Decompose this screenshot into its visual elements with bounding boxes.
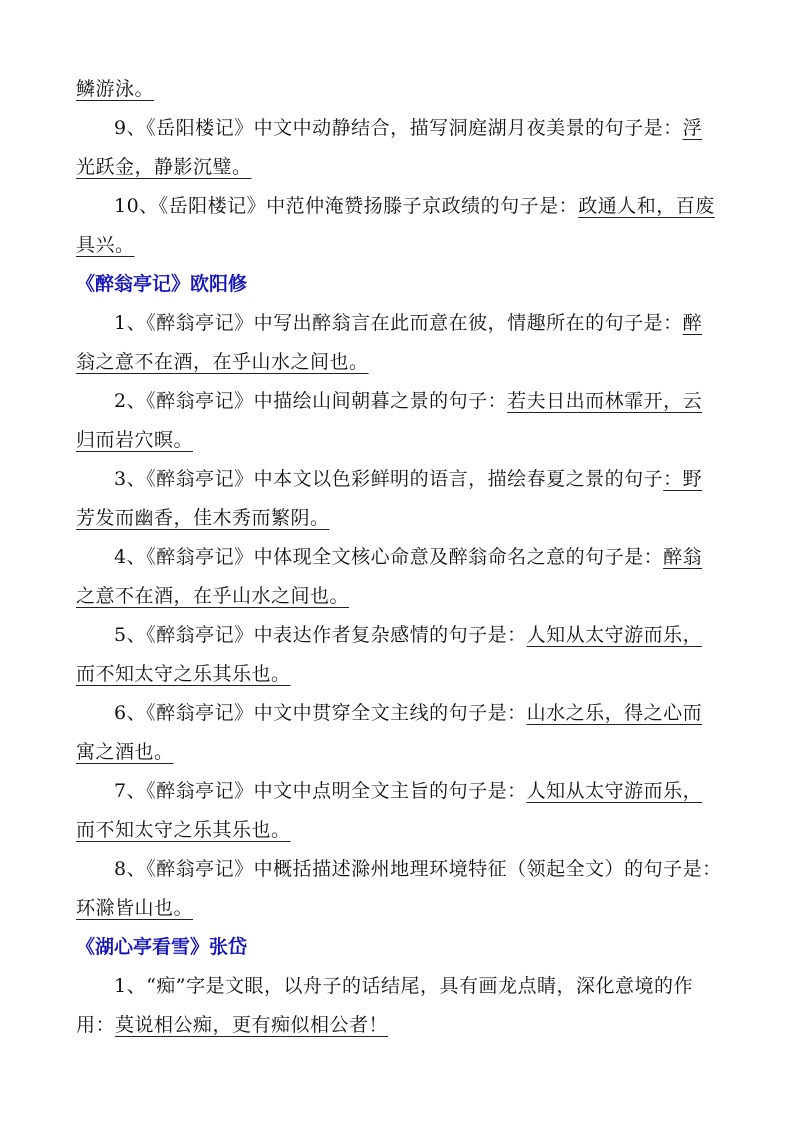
question-item bbox=[76, 187, 717, 265]
answer-text: ：野 bbox=[663, 468, 703, 490]
question-item bbox=[76, 772, 717, 850]
question-text: 2、《醉翁亭记》中描绘山间朝暮之景的句子： bbox=[114, 390, 508, 412]
answer-text: 鳞游泳。 bbox=[76, 78, 155, 100]
answer-text: 环滁皆山也。 bbox=[76, 897, 194, 919]
answer-text: 人知从太守游而乐， bbox=[526, 780, 703, 802]
question-item bbox=[76, 967, 717, 1045]
answer-line bbox=[76, 499, 717, 538]
answer-text: 醉 bbox=[682, 312, 703, 334]
answer-line bbox=[76, 421, 717, 460]
answer-line bbox=[76, 811, 717, 850]
question-line bbox=[76, 382, 717, 421]
question-text: 1、“痴”字是文眼，以舟子的话结尾，具有画龙点睛，深化意境的作 bbox=[114, 975, 694, 997]
question-item bbox=[76, 460, 717, 538]
question-text: 7、《醉翁亭记》中文中点明全文主旨的句子是： bbox=[114, 780, 527, 802]
question-text: 5、《醉翁亭记》中表达作者复杂感情的句子是： bbox=[114, 624, 527, 646]
question-line bbox=[76, 538, 717, 577]
question-line bbox=[76, 304, 717, 343]
answer-line bbox=[76, 1006, 717, 1045]
section-heading: 《湖心亭看雪》张岱 bbox=[76, 936, 248, 958]
question-item bbox=[76, 304, 717, 382]
section-heading: 《醉翁亭记》欧阳修 bbox=[76, 273, 248, 295]
question-line bbox=[76, 460, 717, 499]
answer-line bbox=[76, 148, 717, 187]
question-item bbox=[76, 616, 717, 694]
answer-line bbox=[76, 577, 717, 616]
question-item bbox=[76, 694, 717, 772]
question-line bbox=[76, 616, 717, 655]
answer-text: 醉翁 bbox=[663, 546, 703, 568]
question-text: 用： bbox=[76, 1014, 116, 1036]
question-item bbox=[76, 109, 717, 187]
question-text: 1、《醉翁亭记》中写出醉翁言在此而意在彼，情趣所在的句子是： bbox=[114, 312, 683, 334]
answer-text: 翁之意不在酒，在乎山水之间也。 bbox=[76, 351, 369, 373]
answer-text: 寓之酒也。 bbox=[76, 741, 174, 763]
answer-text: 归而岩穴暝。 bbox=[76, 429, 194, 451]
answer-text: 若夫日出而林霏开，云 bbox=[507, 390, 703, 412]
answer-text: 政通人和，百废 bbox=[578, 195, 715, 217]
answer-text: 之意不在酒，在乎山水之间也。 bbox=[76, 585, 350, 607]
answer-text: 人知从太守游而乐， bbox=[526, 624, 703, 646]
question-item bbox=[76, 382, 717, 460]
question-line bbox=[76, 772, 717, 811]
answer-line bbox=[76, 889, 717, 928]
question-line bbox=[76, 187, 717, 226]
answer-line bbox=[76, 226, 717, 265]
answer-line bbox=[76, 655, 717, 694]
answer-text: 具兴。 bbox=[76, 234, 135, 256]
question-item bbox=[76, 538, 717, 616]
answer-line bbox=[76, 343, 717, 382]
question-text: 9、《岳阳楼记》中文中动静结合，描写洞庭湖月夜美景的句子是： bbox=[114, 117, 683, 139]
answer-text: 光跃金，静影沉璧。 bbox=[76, 156, 252, 178]
answer-text: 芳发而幽香，佳木秀而繁阴。 bbox=[76, 507, 330, 529]
answer-text: 莫说相公痴，更有痴似相公者！ bbox=[115, 1014, 389, 1036]
question-line bbox=[76, 109, 717, 148]
answer-text: 而不知太守之乐其乐也。 bbox=[76, 819, 291, 841]
question-text: 3、《醉翁亭记》中本文以色彩鲜明的语言，描绘春夏之景的句子 bbox=[114, 468, 664, 490]
answer-text: 浮 bbox=[682, 117, 703, 139]
question-text: 6、《醉翁亭记》中文中贯穿全文主线的句子是： bbox=[114, 702, 527, 724]
answer-text: 山水之乐，得之心而 bbox=[526, 702, 703, 724]
answer-text: 而不知太守之乐其乐也。 bbox=[76, 663, 291, 685]
question-line bbox=[76, 850, 722, 889]
question-item bbox=[76, 850, 722, 928]
answer-line bbox=[76, 733, 717, 772]
question-text: 4、《醉翁亭记》中体现全文核心命意及醉翁命名之意的句子是： bbox=[114, 546, 664, 568]
question-line bbox=[76, 694, 717, 733]
question-text: 10、《岳阳楼记》中范仲淹赞扬滕子京政绩的句子是： bbox=[114, 195, 579, 217]
question-text: 8、《醉翁亭记》中概括描述滁州地理环境特征（领起全文）的句子是： bbox=[114, 858, 722, 880]
continuation-line bbox=[76, 70, 717, 109]
question-line bbox=[76, 967, 717, 1006]
